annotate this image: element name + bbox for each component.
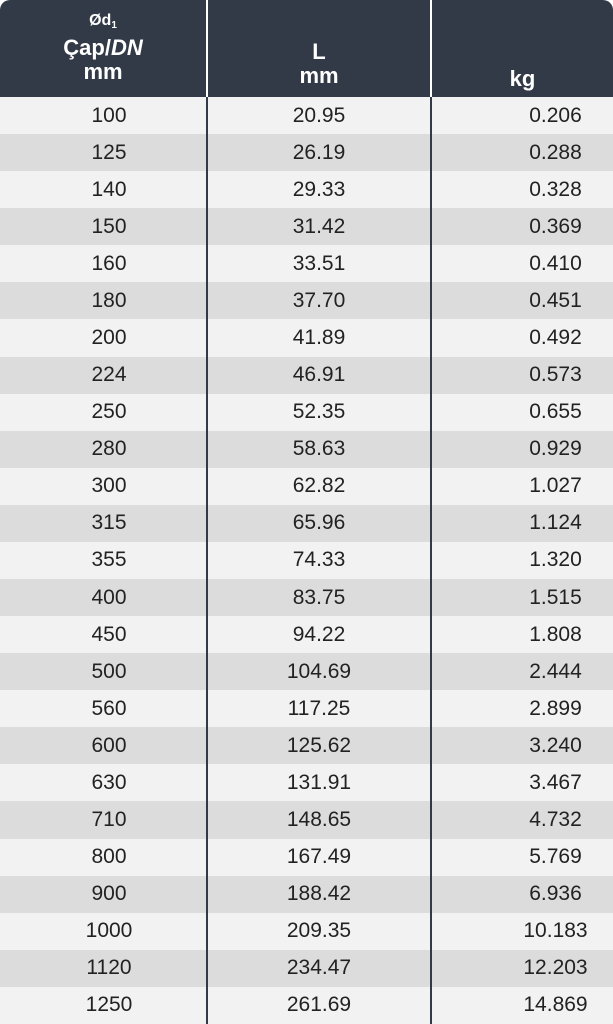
table-row	[0, 579, 613, 616]
cell-diameter: 560	[91, 696, 127, 720]
cell-length: 52.35	[292, 400, 346, 424]
cell-length: 125.62	[286, 733, 352, 757]
cell-diameter: 1120	[86, 956, 132, 980]
cell-weight: 1.027	[529, 474, 582, 498]
table-header	[0, 0, 613, 97]
table-row	[0, 913, 613, 950]
column-divider	[206, 97, 208, 1024]
cell-length: 104.69	[286, 659, 352, 683]
table-row	[0, 97, 613, 134]
cell-diameter: 125	[91, 140, 127, 164]
table-row	[0, 727, 613, 764]
cell-diameter: 100	[91, 103, 127, 127]
table-row	[0, 357, 613, 394]
header-diameter-unit: mm	[83, 59, 123, 84]
cell-weight: 0.492	[529, 326, 582, 349]
cell-weight: 0.288	[529, 140, 582, 164]
table-row	[0, 764, 613, 801]
cell-diameter: 250	[91, 400, 127, 424]
table-row	[0, 801, 613, 838]
cell-length: 74.33	[292, 548, 346, 572]
cell-weight: 2.899	[529, 696, 582, 720]
cell-weight: 1.808	[529, 622, 582, 646]
cell-diameter: 900	[91, 882, 127, 906]
table-row	[0, 468, 613, 505]
cell-diameter: 500	[91, 659, 127, 683]
cell-length: 94.22	[292, 622, 346, 646]
table-row	[0, 987, 613, 1024]
cell-diameter: 1000	[85, 919, 133, 943]
cell-weight: 4.732	[529, 808, 582, 832]
cell-diameter: 280	[91, 437, 127, 461]
header-diameter-label: Çap/DN	[63, 35, 143, 60]
cell-length: 41.89	[292, 326, 346, 349]
cell-weight: 3.467	[529, 770, 582, 794]
header-weight	[432, 0, 613, 97]
table-row	[0, 208, 613, 245]
table-row	[0, 542, 613, 579]
cell-length: 58.63	[292, 437, 346, 461]
cell-length: 31.42	[292, 214, 346, 238]
cell-diameter: 300	[91, 474, 127, 498]
table-row	[0, 876, 613, 913]
cell-diameter: 180	[91, 288, 127, 312]
table-row	[0, 839, 613, 876]
cell-weight: 14.869	[523, 993, 588, 1017]
cell-weight: 0.929	[529, 437, 582, 461]
cell-weight: 0.655	[529, 400, 582, 424]
cell-weight: 10.183	[523, 919, 588, 943]
column-divider	[430, 97, 432, 1024]
cell-length: 37.70	[292, 288, 346, 312]
table-body	[0, 97, 613, 1024]
header-diameter	[0, 0, 206, 97]
header-weight-label: kg	[509, 66, 536, 91]
cell-weight: 0.206	[529, 103, 582, 127]
table-row	[0, 616, 613, 653]
cell-diameter: 600	[91, 733, 127, 757]
cell-weight: 1.320	[529, 548, 582, 572]
cell-diameter: 355	[91, 548, 127, 572]
table-row	[0, 950, 613, 987]
cell-length: 65.96	[292, 511, 346, 535]
table-row	[0, 134, 613, 171]
cell-diameter: 150	[91, 214, 127, 238]
cell-diameter: 630	[91, 770, 127, 794]
cell-length: 83.75	[292, 585, 346, 609]
cell-weight: 2.444	[529, 659, 582, 683]
header-length-unit: mm	[299, 63, 339, 88]
table-row	[0, 505, 613, 542]
table-row	[0, 319, 613, 356]
cell-length: 29.33	[292, 177, 346, 201]
cell-length: 148.65	[286, 808, 352, 832]
cell-weight: 0.328	[529, 177, 582, 201]
cell-weight: 0.410	[529, 251, 582, 275]
header-length-label: L	[312, 39, 326, 64]
cell-diameter: 800	[91, 845, 127, 869]
cell-diameter: 1250	[85, 993, 133, 1017]
table-row	[0, 282, 613, 319]
cell-diameter: 315	[91, 511, 127, 535]
cell-diameter: 710	[91, 808, 127, 832]
cell-diameter: 200	[91, 326, 127, 349]
cell-length: 117.25	[287, 696, 351, 720]
cell-length: 131.91	[286, 770, 352, 794]
cell-length: 33.51	[292, 251, 346, 275]
cell-length: 188.42	[286, 882, 352, 906]
cell-length: 20.95	[292, 103, 346, 127]
cell-length: 234.47	[286, 956, 352, 980]
table-row	[0, 394, 613, 431]
cell-length: 261.69	[286, 993, 352, 1017]
cell-length: 46.91	[292, 363, 346, 387]
header-length	[208, 0, 430, 97]
cell-weight: 1.124	[529, 511, 582, 535]
cell-length: 62.82	[292, 474, 346, 498]
cell-length: 26.19	[292, 140, 346, 164]
table-row	[0, 690, 613, 727]
cell-weight: 0.451	[529, 288, 582, 312]
cell-weight: 6.936	[529, 882, 582, 906]
cell-weight: 5.769	[529, 845, 582, 869]
cell-length: 167.49	[286, 845, 352, 869]
cell-diameter: 140	[91, 177, 127, 201]
cell-weight: 3.240	[529, 733, 582, 757]
table-row	[0, 245, 613, 282]
cell-weight: 0.573	[529, 363, 582, 387]
cell-diameter: 400	[91, 585, 127, 609]
cell-weight: 0.369	[529, 214, 582, 238]
table-row	[0, 431, 613, 468]
cell-diameter: 224	[91, 363, 127, 387]
cell-diameter: 450	[91, 622, 127, 646]
cell-weight: 12.203	[523, 956, 588, 980]
table-row	[0, 171, 613, 208]
cell-length: 209.35	[286, 919, 352, 943]
header-diameter-symbol: $Ød_1$	[89, 12, 117, 31]
cell-weight: 1.515	[529, 585, 582, 609]
cell-diameter: 160	[91, 251, 127, 275]
table-row	[0, 653, 613, 690]
